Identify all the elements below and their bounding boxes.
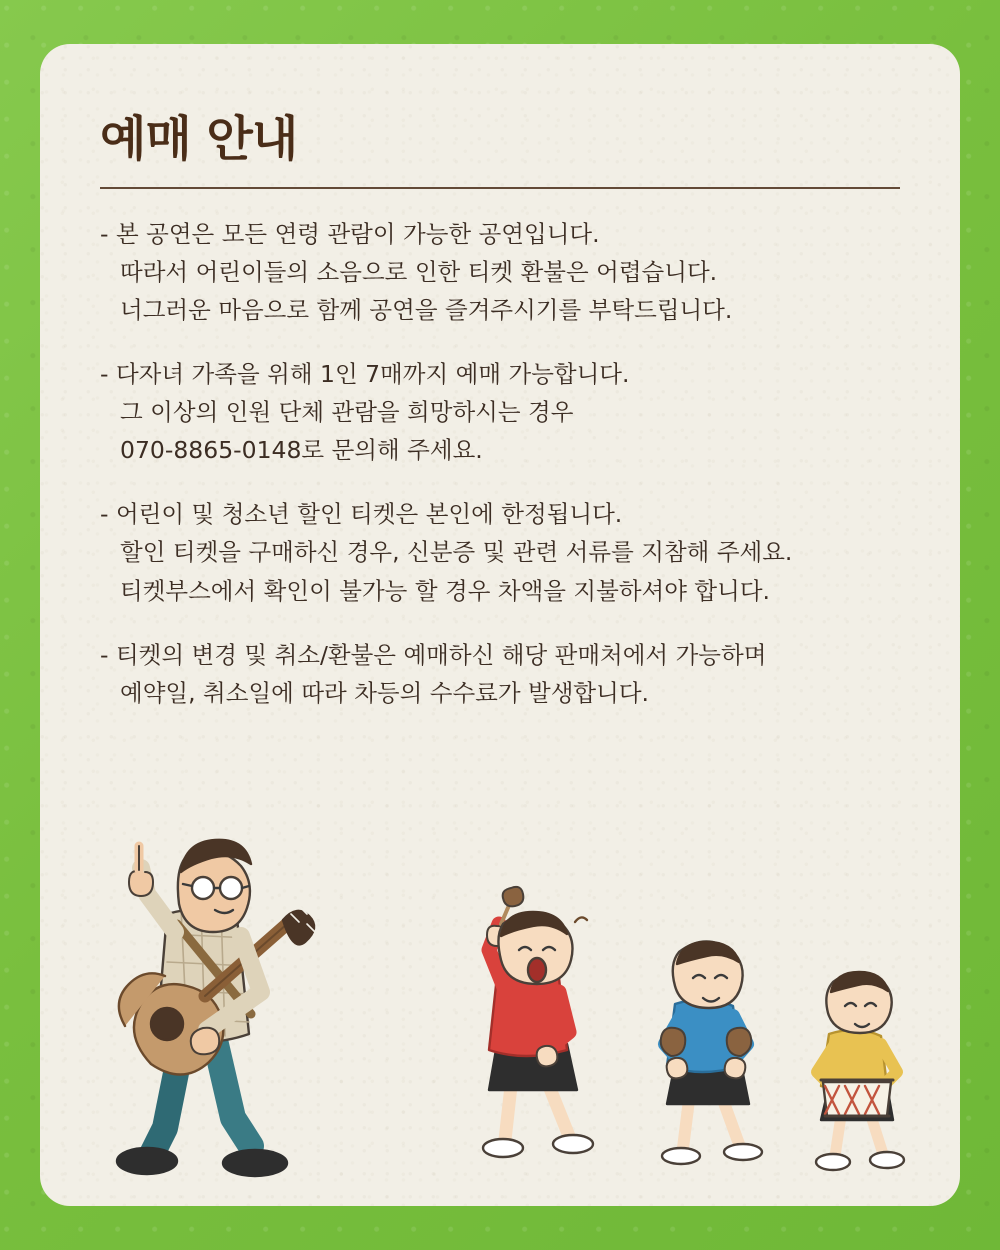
marching-band-family-illustration xyxy=(40,828,960,1188)
notice-line-phone: 070-8865-0148로 문의해 주세요. xyxy=(120,436,483,465)
notice-line xyxy=(100,495,900,533)
notice-item xyxy=(100,636,900,712)
notice-line: 따라서 어린이들의 소음으로 인한 티켓 환불은 어렵습니다. xyxy=(120,258,718,287)
notice-marker: - xyxy=(100,500,109,529)
notice-line: 그 이상의 인원 단체 관람을 희망하시는 경우 xyxy=(120,398,574,427)
notice-line: 예약일, 취소일에 따라 차등의 수수료가 발생합니다. xyxy=(120,678,650,707)
info-card xyxy=(40,44,960,1206)
notice-marker: - xyxy=(100,640,109,669)
notice-text: 티켓의 변경 및 취소/환불은 예매하신 해당 판매처에서 가능하며 xyxy=(115,640,767,669)
child-blue xyxy=(661,941,762,1164)
notice-item xyxy=(100,355,900,469)
notice-line xyxy=(100,636,900,674)
notice-item xyxy=(100,215,900,329)
child-yellow xyxy=(816,972,904,1170)
notice-text: 어린이 및 청소년 할인 티켓은 본인에 한정됩니다. xyxy=(115,500,623,529)
child-singer-red xyxy=(483,887,593,1157)
notice-marker: - xyxy=(100,360,109,389)
notice-line xyxy=(100,215,900,253)
guitarist-adult xyxy=(117,840,315,1176)
notice-line: 너그러운 마음으로 함께 공연을 즐겨주시기를 부탁드립니다. xyxy=(120,296,733,325)
notice-marker: - xyxy=(100,220,109,248)
notice-item xyxy=(100,495,900,609)
title-divider xyxy=(100,187,900,189)
notice-list xyxy=(100,215,900,712)
notice-text: 본 공연은 모든 연령 관람이 가능한 공연입니다. xyxy=(115,220,600,248)
page-title: 예매 안내 xyxy=(100,111,298,167)
notice-line: 티켓부스에서 확인이 불가능 할 경우 차액을 지불하셔야 합니다. xyxy=(120,576,770,605)
notice-line xyxy=(100,355,900,393)
notice-line: 할인 티켓을 구매하신 경우, 신분증 및 관련 서류를 지참해 주세요. xyxy=(120,538,793,567)
notice-text: 다자녀 가족을 위해 1인 7매까지 예매 가능합니다. xyxy=(115,360,630,389)
